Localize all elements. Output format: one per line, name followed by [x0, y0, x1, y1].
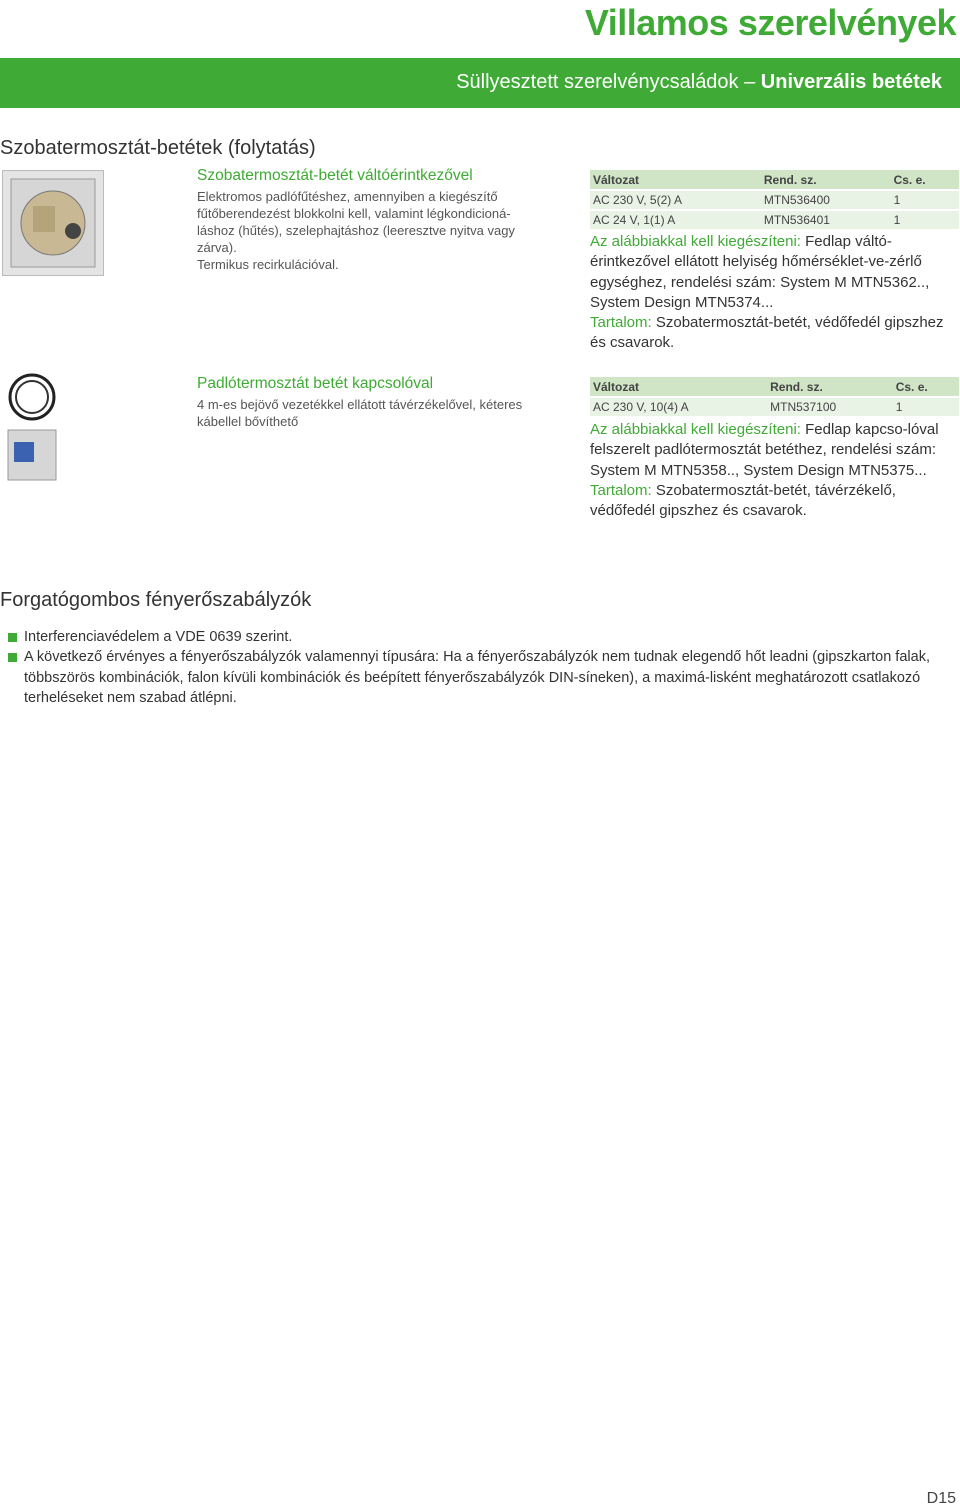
cell: 1 [891, 190, 959, 210]
product-title: Szobatermosztát-betét váltóérintkezővel [197, 167, 473, 184]
desc-line: kábellel bővíthető [197, 414, 299, 429]
product-description [197, 188, 567, 273]
col-header: Változat [590, 170, 761, 190]
note-label: Az alábbiakkal kell kiegészíteni: [590, 233, 801, 250]
section-heading-dimmers: Forgatógombos fényerőszabályzók [0, 589, 312, 611]
section-heading-thermostats: Szobatermosztát-betétek (folytatás) [0, 137, 316, 159]
cable-sensor-icon [2, 372, 64, 484]
banner-subtitle: Süllyesztett szerelvénycsaládok – [456, 71, 761, 93]
supplement-note [590, 420, 960, 521]
product-description [197, 396, 577, 430]
note-text: Szobatermosztát-betét, védőfedél gipszhez és csavarok. [590, 314, 944, 352]
note-label: Tartalom: [590, 314, 652, 332]
note-label: Az alábbiakkal kell kiegészíteni: [590, 421, 801, 438]
cell: MTN536401 [761, 210, 891, 229]
desc-line: Elektromos padlófűtéshez, amennyiben a kiegészítő [197, 189, 498, 204]
page-number: D15 [926, 1490, 956, 1507]
list-item [8, 647, 948, 708]
bullet-text: Interferenciavédelem a VDE 0639 szerint. [24, 629, 293, 645]
supplement-note [590, 232, 960, 354]
list-item [8, 627, 948, 647]
col-header: Rend. sz. [761, 170, 891, 190]
cell: AC 230 V, 5(2) A [590, 190, 761, 210]
thermostat-insert-icon [3, 171, 103, 275]
variant-table [590, 170, 959, 229]
cell: MTN537100 [767, 397, 893, 416]
col-header: Változat [590, 377, 767, 397]
cell: 1 [893, 397, 959, 416]
note-text: Fedlap kapcso-lóval felszerelt padlótermosztát betéthez, rendelési szám: System M MTN5358.., System Design MTN5375... [590, 421, 939, 479]
bullet-text: A következő érvényes a fényerőszabályzók valamennyi típusára: Ha a fényerőszabályzók nem tudnak elegendő hőt leadni (gipszkarton falak, többszörös kombinációk, falon kívüli kombinációk és beépített fényerőszabályzók DIN-síneken), a maximá-lisként meghatározott csatlakozó terheléseket nem szabad átlépni. [24, 649, 930, 706]
cell: 1 [891, 210, 959, 229]
table-row [590, 190, 959, 210]
bullet-square-icon [8, 653, 17, 662]
note-label: Tartalom: [590, 481, 652, 499]
floor-thermostat-image [2, 372, 64, 484]
note-text: Fedlap váltó-érintkezővel ellátott helyiség hőmérséklet-ve-zérlő egységhez, rendelési szám: System M MTN5362.., System Design MTN5374... [590, 233, 930, 311]
col-header: Cs. e. [893, 377, 959, 397]
desc-line: 4 m-es bejövő vezetékkel ellátott távérzékelővel, kéteres [197, 397, 523, 412]
bullet-square-icon [8, 633, 17, 642]
cell: AC 24 V, 1(1) A [590, 210, 761, 229]
product-title: Padlótermosztát betét kapcsolóval [197, 375, 434, 392]
desc-line: Termikus recirkulációval. [197, 257, 339, 272]
col-header: Cs. e. [891, 170, 959, 190]
desc-line: zárva). [197, 240, 237, 255]
page-title: Villamos szerelvények [584, 2, 956, 43]
thermostat-insert-image [2, 170, 104, 276]
banner-highlight: Univerzális betétek [760, 71, 942, 93]
desc-line: fűtőberendezést blokkolni kell, valamint légkondicioná- [197, 206, 511, 221]
note-text: Szobatermosztát-betét, távérzékelő, védőfedél gipszhez és csavarok. [590, 481, 896, 520]
category-banner [0, 58, 960, 108]
variant-table [590, 377, 959, 416]
desc-line: láshoz (hűtés), szelephajtáshoz (leeresztve nyitva vagy [197, 223, 515, 238]
col-header: Rend. sz. [767, 377, 893, 397]
cell: MTN536400 [761, 190, 891, 210]
bullet-list [8, 627, 948, 708]
table-row [590, 210, 959, 229]
table-row [590, 397, 959, 416]
cell: AC 230 V, 10(4) A [590, 397, 767, 416]
